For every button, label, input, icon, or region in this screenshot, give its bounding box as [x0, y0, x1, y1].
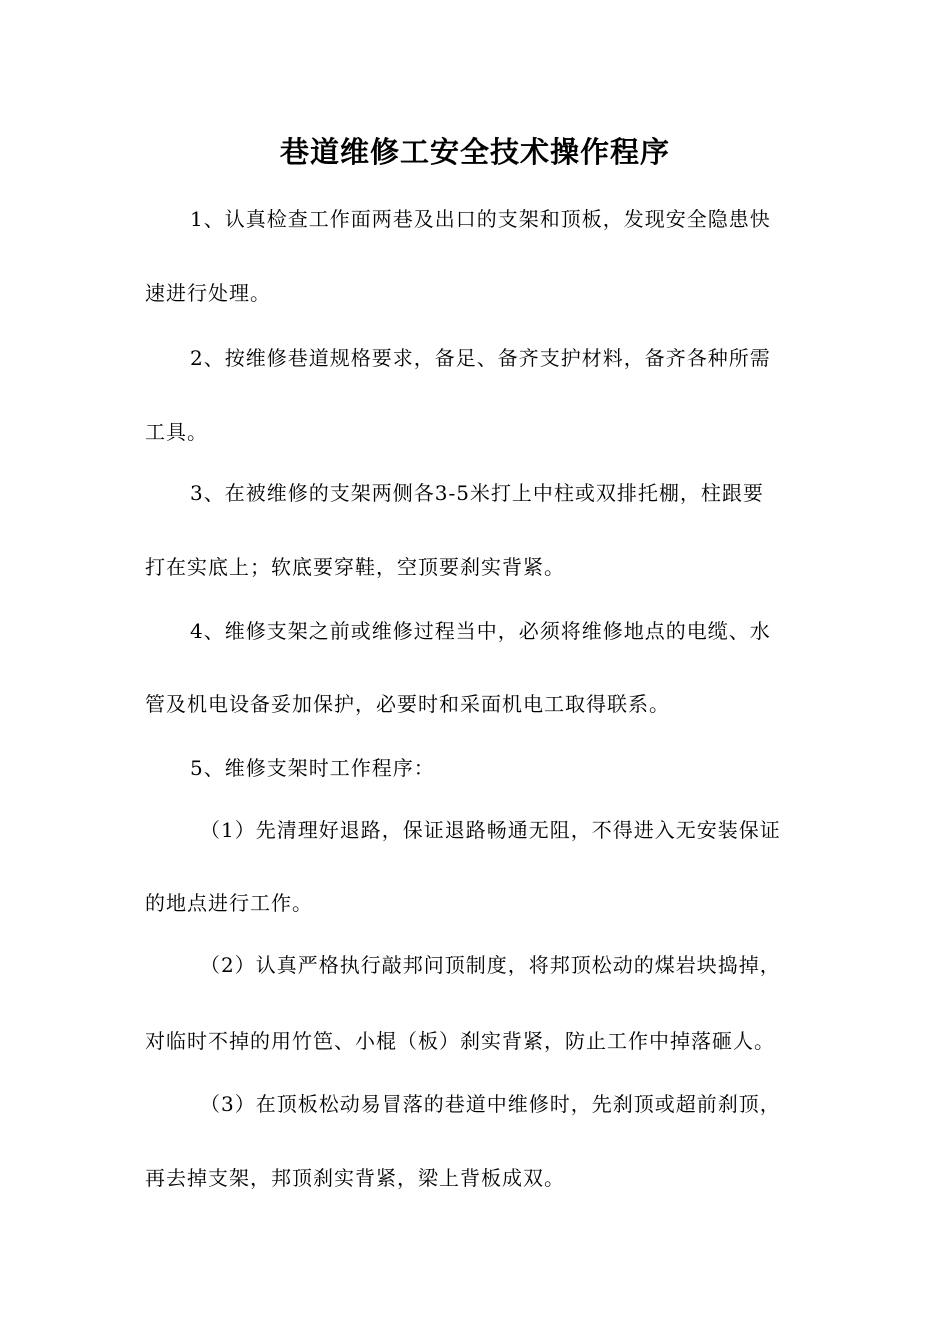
item-5-heading: 5、维修支架时工作程序： [190, 756, 435, 780]
document-title: 巷道维修工安全技术操作程序 [279, 135, 670, 169]
subitem-3-line-2: 再去掉支架，邦顶刹实背紧，梁上背板成双。 [145, 1166, 565, 1190]
subitem-1-line-1: （1）先清理好退路，保证退路畅通无阻，不得进入无安装保证 [200, 818, 781, 842]
subitem-2-line-2: 对临时不掉的用竹笆、小棍（板）刹实背紧，防止工作中掉落砸人。 [145, 1029, 775, 1053]
item-4-line-1: 4、维修支架之前或维修过程当中，必须将维修地点的电缆、水 [190, 619, 771, 643]
item-4-line-2: 管及机电设备妥加保护，必要时和采面机电工取得联系。 [145, 692, 670, 716]
item-3-line-2: 打在实底上；软底要穿鞋，空顶要刹实背紧。 [145, 555, 565, 579]
subitem-2-line-1: （2）认真严格执行敲邦问顶制度，将邦顶松动的煤岩块捣掉， [200, 953, 781, 977]
item-2-line-1: 2、按维修巷道规格要求，备足、备齐支护材料，备齐各种所需 [190, 346, 771, 370]
item-3-line-1: 3、在被维修的支架两侧各3-5米打上中柱或双排托棚，柱跟要 [190, 481, 764, 505]
item-2-line-2: 工具。 [145, 420, 208, 444]
subitem-1-line-2: 的地点进行工作。 [145, 891, 313, 915]
item-1-line-1: 1、认真检查工作面两巷及出口的支架和顶板，发现安全隐患快 [190, 207, 771, 231]
subitem-3-line-1: （3）在顶板松动易冒落的巷道中维修时，先刹顶或超前刹顶， [200, 1092, 781, 1116]
item-1-line-2: 速进行处理。 [145, 281, 271, 305]
